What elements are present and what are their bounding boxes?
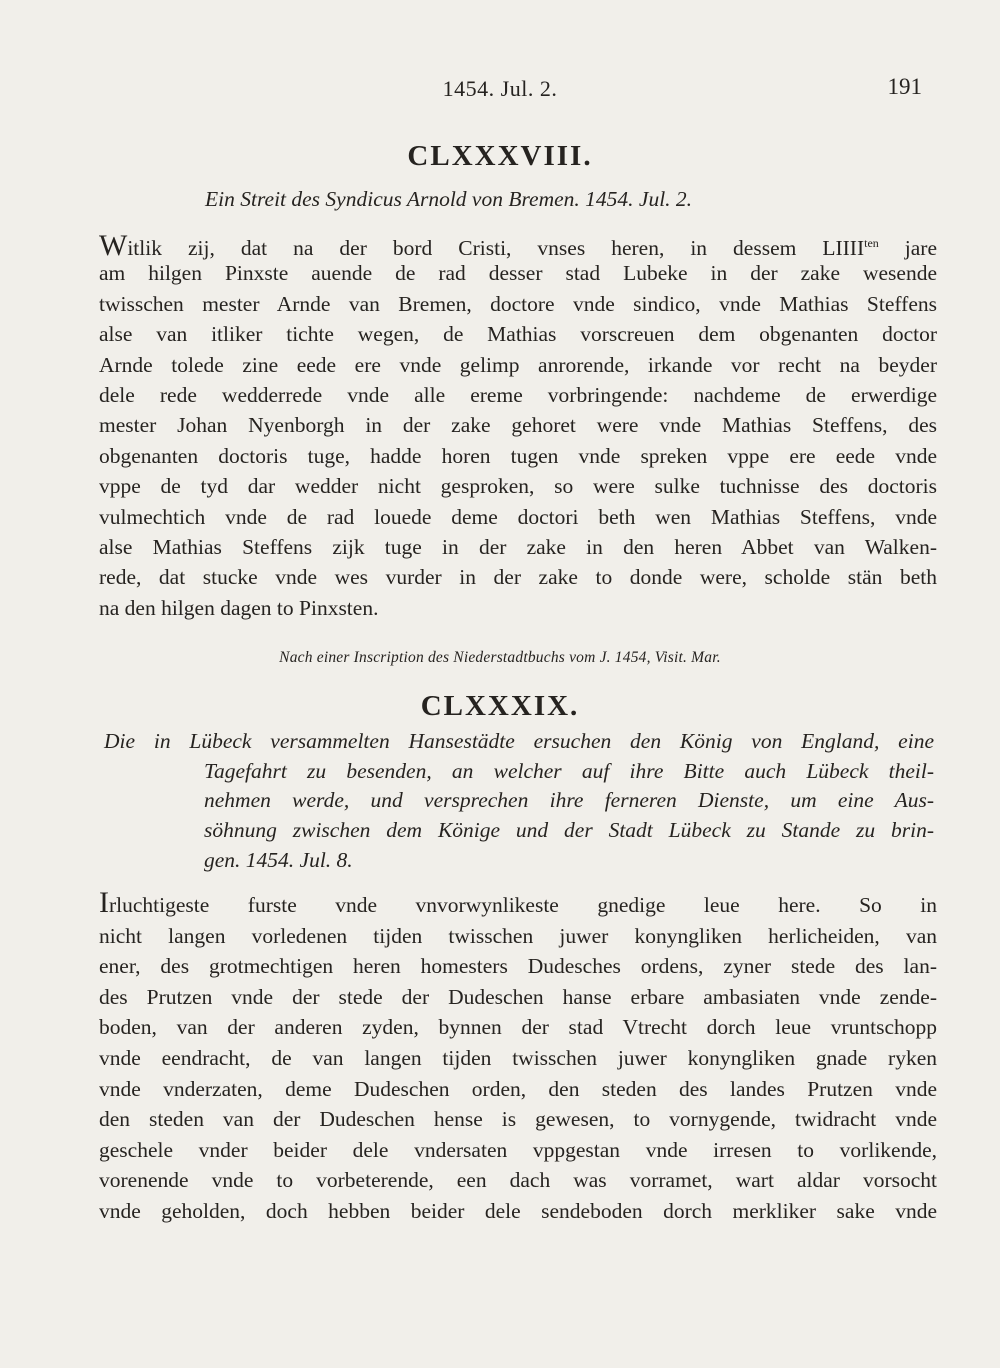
summary-line: nehmen werde, und versprechen ihre ferneren Dienste, um eine Aus- — [204, 788, 934, 813]
body-first-line — [99, 886, 937, 921]
body-line: geschele vnder beider dele vndersaten vppgestan vnde irresen to vorlikende, — [99, 1137, 937, 1162]
document-title: Ein Streit des Syndicus Arnold von Bremen. 1454. Jul. 2. — [205, 187, 693, 211]
body-line: Arnde tolede zine eede ere vnde gelimp anrorende, irkande vor recht na beyder — [99, 352, 937, 377]
body-line: boden, van der anderen zyden, bynnen der stad Vtrecht dorch leue vruntschopp — [99, 1015, 937, 1040]
running-head-date: 1454. Jul. 2. — [442, 76, 558, 101]
superscript: ten — [864, 236, 879, 250]
document-summary — [104, 727, 934, 875]
page-number: 191 — [887, 74, 922, 99]
body-line: vulmechtich vnde de rad louede deme doctori beth wen Mathias Steffens, vnde — [99, 504, 937, 529]
summary-line: Die in Lübeck versammelten Hansestädte ersuchen den König von England, eine — [104, 729, 934, 753]
source-note: Nach einer Inscription des Niederstadtbuchs vom J. 1454, Visit. Mar. — [279, 649, 721, 666]
body-text: itlik zij, dat na der bord Cristi, vnses heren, in dessem LIIII — [127, 236, 865, 261]
body-line: des Prutzen vnde der stede der Dudeschen hanse erbare ambasiaten vnde zende- — [99, 984, 937, 1009]
body-line: vorenende vnde to vorbeterende, een dach was vorramet, wart aldar vorsocht — [99, 1168, 937, 1193]
body-text: jare — [878, 236, 937, 261]
body-line: vnde geholden, doch hebben beider dele sendeboden dorch merkliker sake vnde — [99, 1198, 937, 1223]
body-line: vppe de tyd dar wedder nicht gesproken, so were sulke tuchnisse des doctoris — [99, 474, 937, 499]
summary-line: Tagefahrt zu besenden, an welcher auf ihre Bitte auch Lübeck theil- — [204, 758, 934, 783]
document-body — [99, 886, 937, 1227]
document-body — [99, 228, 937, 623]
body-line: nicht langen vorledenen tijden twisschen juwer konyngliken herlicheiden, van — [99, 923, 937, 948]
document-number: CLXXXIX. — [420, 690, 580, 722]
drop-cap: W — [99, 229, 128, 263]
body-line: na den hilgen dagen to Pinxsten. — [99, 595, 379, 620]
body-line: vnde eendracht, de van langen tijden twisschen juwer konyngliken gnade ryken — [99, 1045, 937, 1070]
body-line: twisschen mester Arnde van Bremen, doctore vnde sindico, vnde Mathias Steffens — [99, 291, 937, 316]
body-line: vnde vnderzaten, deme Dudeschen orden, den steden des landes Prutzen vnde — [99, 1076, 937, 1101]
drop-cap: I — [99, 886, 109, 919]
body-line: am hilgen Pinxste auende de rad desser stad Lubeke in der zake wesende — [99, 261, 937, 286]
document-number: CLXXXVIII. — [407, 140, 593, 172]
summary-line: gen. 1454. Jul. 8. — [204, 847, 353, 872]
body-line: obgenanten doctoris tuge, hadde horen tugen vnde spreken vppe ere eede vnde — [99, 443, 937, 468]
body-line: alse Mathias Steffens zijk tuge in der zake in den heren Abbet van Walken- — [99, 534, 937, 559]
body-line: den steden van der Dudeschen hense is gewesen, to vornygende, twidracht vnde — [99, 1107, 937, 1132]
body-text: rluchtigeste furste vnde vnvorwynlikeste gnedige leue here. So in — [109, 893, 937, 917]
body-line: rede, dat stucke vnde wes vurder in der zake to donde were, scholde stän beth — [99, 565, 937, 590]
body-line: ener, des grotmechtigen heren homesters Dudesches ordens, zyner stede des lan- — [99, 954, 937, 979]
body-first-line — [99, 228, 937, 263]
body-line: mester Johan Nyenborgh in der zake gehoret were vnde Mathias Steffens, des — [99, 413, 937, 438]
body-line: dele rede wedderrede vnde alle ereme vorbringende: nachdeme de erwerdige — [99, 382, 937, 407]
summary-line: söhnung zwischen dem Könige und der Stadt Lübeck zu Stande zu brin- — [204, 818, 934, 843]
body-line: alse van itliker tichte wegen, de Mathias vorscreuen dem obgenanten doctor — [99, 322, 937, 347]
running-head — [0, 72, 1000, 104]
